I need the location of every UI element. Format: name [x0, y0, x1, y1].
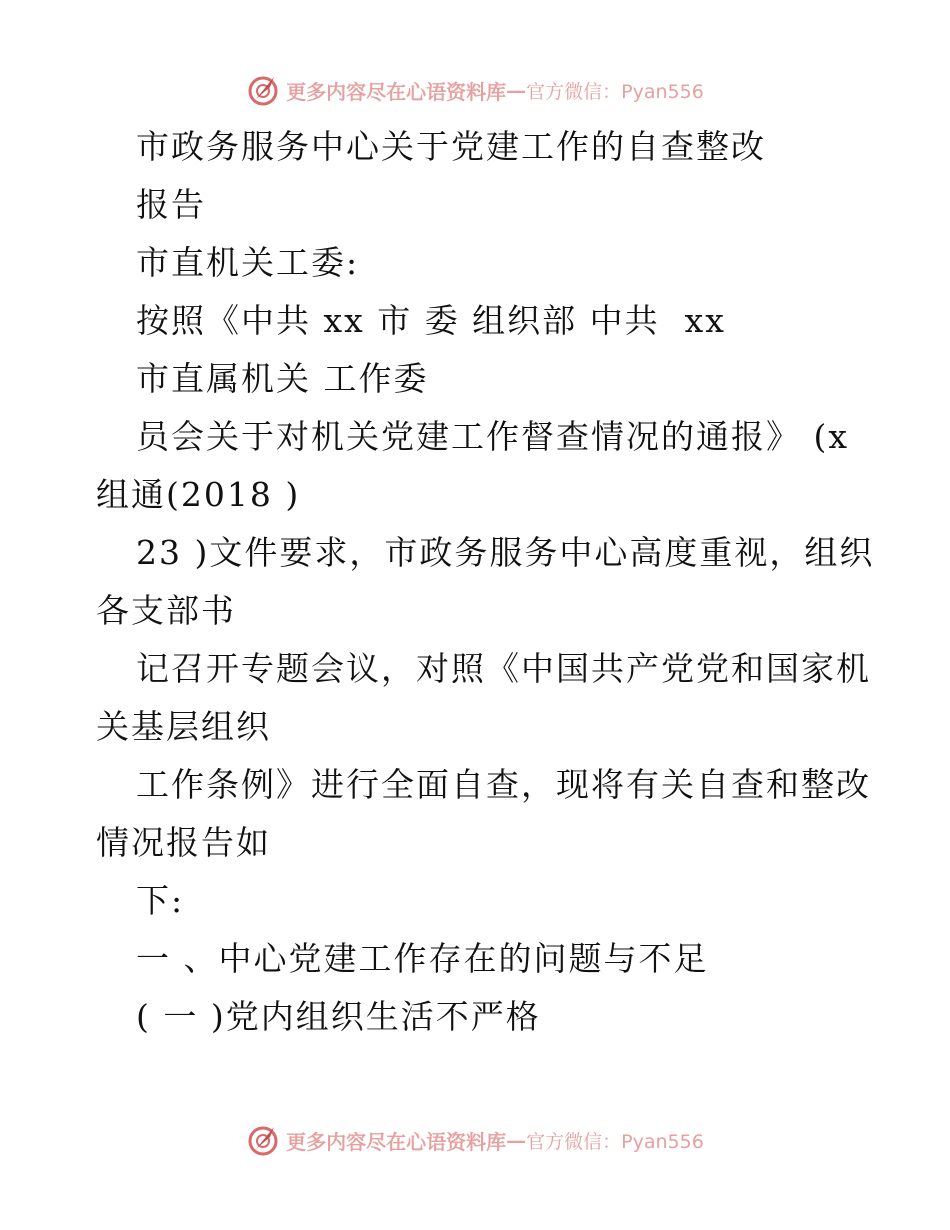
watermark-dash: — [506, 78, 527, 102]
watermark-dash: — [506, 1128, 527, 1152]
doc-line: 市直机关工委: [136, 243, 360, 282]
doc-line: 各支部书 [96, 591, 236, 630]
watermark-text: 更多内容尽在心语资料库 [286, 79, 507, 104]
document-body [96, 118, 875, 1046]
doc-line: 工作条例》进行全面自查，现将有关自查和整改 [136, 765, 871, 804]
doc-line: 记召开专题会议，对照《中国共产党党和国家机 [136, 649, 871, 688]
quill-logo-icon [246, 73, 280, 107]
doc-line: 员会关于对机关党建工作督查情况的通报》 (x [136, 417, 849, 456]
watermark-header [0, 70, 950, 110]
doc-line: 报告 [136, 185, 206, 224]
watermark-subtext: 官方微信：Pyan556 [526, 1130, 704, 1153]
watermark-footer [0, 1120, 950, 1160]
doc-line: 组通(2018 ) [96, 475, 301, 514]
watermark-subtext: 官方微信：Pyan556 [526, 80, 704, 103]
watermark-text: 更多内容尽在心语资料库 [286, 1129, 507, 1154]
doc-line: 23 )文件要求，市政务服务中心高度重视，组织 [136, 533, 875, 572]
doc-line: 按照《中共 xx 市 委 组织部 中共 xx [136, 301, 726, 340]
quill-logo-icon [246, 1123, 280, 1157]
doc-line: 一 、中心党建工作存在的问题与不足 [136, 939, 709, 978]
doc-line: 市直属机关 工作委 [136, 359, 429, 398]
doc-line: 情况报告如 [96, 823, 271, 862]
doc-line: 市政务服务中心关于党建工作的自查整改 [136, 127, 766, 166]
doc-line: ( 一 )党内组织生活不严格 [136, 997, 541, 1036]
doc-line: 关基层组织 [96, 707, 271, 746]
doc-line: 下: [136, 881, 185, 920]
